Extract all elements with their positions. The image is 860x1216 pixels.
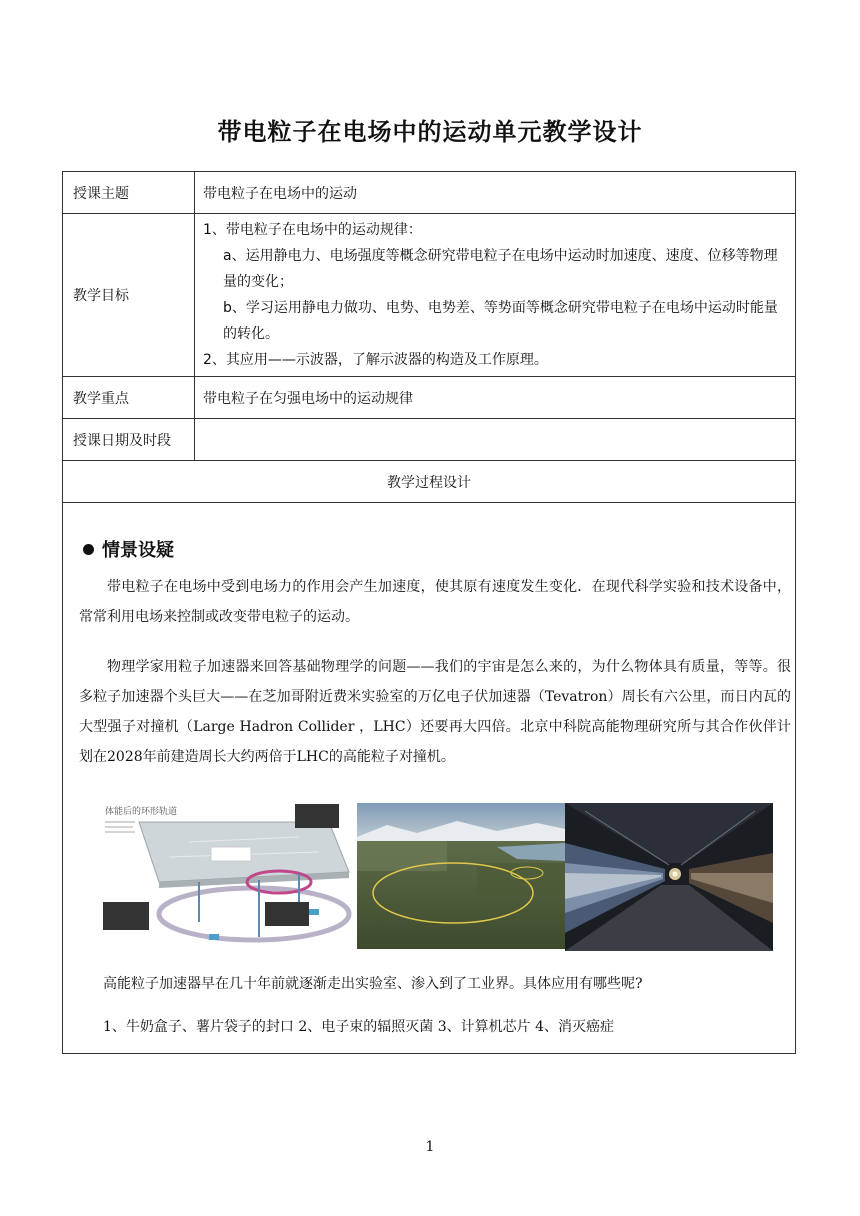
row-date	[63, 419, 795, 461]
date-label: 授课日期及时段	[63, 419, 195, 460]
row-topic	[63, 172, 795, 214]
aerial-view-image	[357, 803, 565, 949]
applications-list: 1、牛奶盒子、薯片袋子的封口 2、电子束的辐照灭菌 3、计算机芯片 4、消灭癌症	[103, 1019, 614, 1035]
row-goals	[63, 214, 795, 377]
document-title: 带电粒子在电场中的运动单元教学设计	[217, 118, 643, 146]
bullet-icon	[83, 544, 94, 555]
paragraph-accelerators: 物理学家用粒子加速器来回答基础物理学的问题——我们的宇宙是怎么来的，为什么物体具有质量，等等。很多粒子加速器个头巨大——在芝加哥附近费米实验室的万亿电子伏加速器（Tevatron）周长有六公里，而日内瓦的大型强子对撞机（Large Hadron Collider ，LHC）还要再大四倍。北京中科院高能物理研究所与其合作伙伴计划在2028年前建造周长大约两倍于LHC的高能粒子对撞机。	[79, 659, 791, 765]
goals-label: 教学目标	[63, 214, 195, 376]
page-number: 1	[425, 1139, 435, 1155]
goals-value	[195, 214, 795, 376]
goal-item-1: 1、带电粒子在电场中的运动规律：	[203, 222, 422, 238]
goal-item-b: b、学习运用静电力做功、电势、电势差、等势面等概念研究带电粒子在电场中运动时能量的转化。	[223, 300, 778, 342]
topic-value: 带电粒子在电场中的运动	[203, 185, 357, 202]
process-header: 教学过程设计	[387, 474, 471, 491]
goal-item-a: a、运用静电力、电场强度等概念研究带电粒子在电场中运动时加速度、速度、位移等物理量的变化；	[223, 248, 778, 290]
row-process-header	[63, 461, 795, 503]
accelerator-diagram-image	[99, 802, 357, 952]
lesson-table	[62, 171, 796, 1054]
date-value	[195, 419, 795, 460]
focus-label: 教学重点	[63, 377, 195, 418]
row-focus	[63, 377, 795, 419]
applications-question: 高能粒子加速器早在几十年前就逐渐走出实验室、渗入到了工业界。具体应用有哪些呢?	[103, 976, 643, 992]
section-title: 情景设疑	[102, 540, 174, 561]
topic-label: 授课主题	[63, 172, 195, 213]
diagram-heading: 体能后的环形轨道	[105, 807, 178, 817]
section-heading	[83, 536, 174, 562]
tunnel-image	[565, 803, 773, 951]
goal-item-2: 2、其应用——示波器，了解示波器的构造及工作原理。	[203, 352, 548, 368]
focus-value: 带电粒子在匀强电场中的运动规律	[203, 390, 413, 407]
paragraph-intro: 带电粒子在电场中受到电场力的作用会产生加速度，使其原有速度发生变化．在现代科学实验和技术设备中，常常利用电场来控制或改变带电粒子的运动。	[79, 579, 791, 625]
